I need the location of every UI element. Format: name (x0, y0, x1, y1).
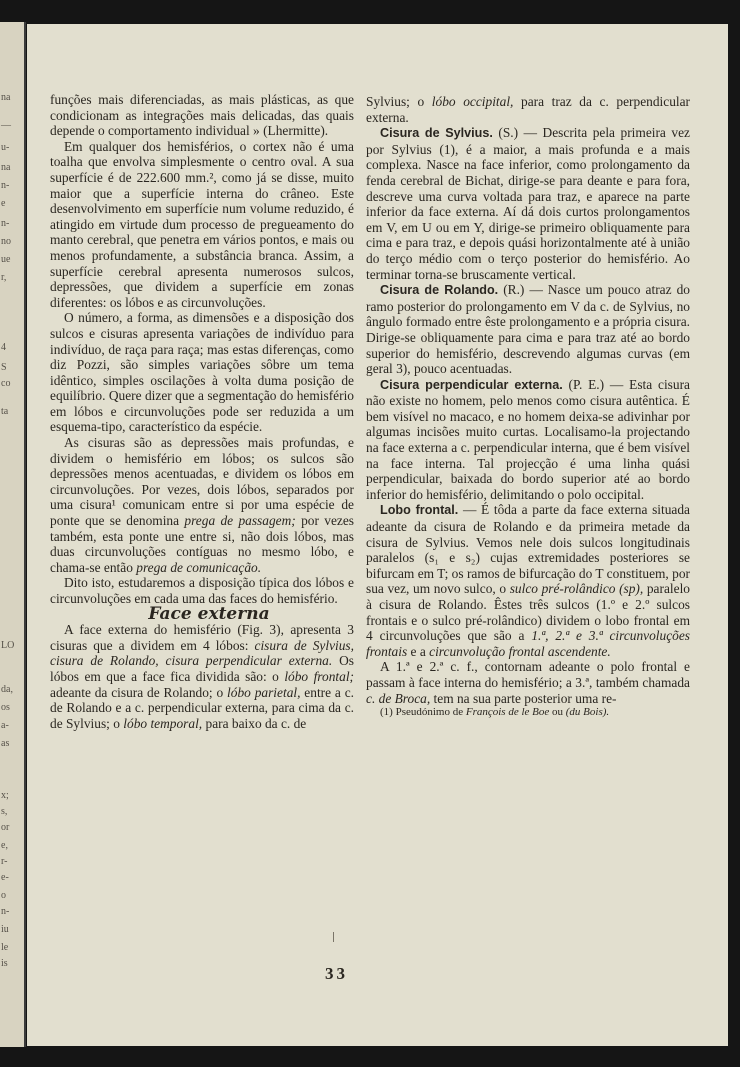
prev-page-fragment: a- (1, 720, 9, 731)
sylvius-heading: Cisura de Sylvius. (380, 126, 493, 141)
prev-page-fragment: x; (1, 790, 9, 801)
margin-mark (333, 932, 334, 942)
paragraph: Cisura de Sylvius. (S.) — Descrita pela primeira vez por Sylvius (1), é a maior, a mais profunda e a mais complexa. Nasce na face inferior, como prolongamento da fenda cerebral de Bichat, dirige-se para deante e para fora, descreve uma curva voltada para traz, e aparece na parte inferior da face externa. Aí dá dois curtos prolongamentos em V, em U ou em Y, dirige-se primeiro obliquamente para cima e para traz, e depois quási horizontalmente até à união do terço médio com o terço posterior do hemisfério. Ao terminar torna-se bruscamente vertical. (366, 125, 690, 282)
prev-page-fragment: os (1, 702, 10, 713)
paragraph: Dito isto, estudaremos a disposição típica dos lóbos e circunvoluções em cada uma das faces do hemisfério. (50, 575, 354, 606)
paragraph: Cisura perpendicular externa. (P. E.) — Esta cisura não existe no homem, pelo menos como cisura autêntica. É bem visível no macaco, e no homem deixa-se adivinhar por algumas incisões muito curtas. Localisamo-la projectando na face externa a c. perpendicular interna, que é bem visível na face interna. Tal projecção é uma linha quási perpendicular, baixada do bordo superior até ao bordo inferior do hemisfério, delimitando o polo occipital. (366, 376, 690, 502)
prev-page-fragment: r- (1, 856, 8, 867)
prev-page-fragment: n- (1, 180, 10, 191)
prev-page-fragment: co (1, 378, 11, 389)
page-number: 33 (325, 964, 348, 983)
paragraph: Cisura de Rolando. (R.) — Nasce um pouco atraz do ramo posterior do prolongamento em V da c. de Sylvius, no ângulo formado entre êste prolongamento e a própria cisura. Dirige-se obliquamente para cima e para traz até ao bordo superior do hemisfério, descrevendo algumas curvas (em geral 3), pouco acentuadas. (366, 282, 690, 377)
prev-page-fragment: u- (1, 142, 10, 153)
prev-page-fragment: da, (1, 684, 13, 695)
frontal-heading: Lobo frontal. (380, 503, 459, 518)
paragraph: A 1.ª e 2.ª c. f., contornam adeante o polo frontal e passam à face interna do hemisfério; a 3.ª, também chamada c. de Broca, tem na sua parte posterior uma re- (366, 659, 690, 706)
prev-page-fragment: 4 (1, 342, 6, 353)
prev-page-fragment: is (1, 958, 8, 969)
prev-page-fragment: na (1, 92, 11, 103)
paragraph: funções mais diferenciadas, as mais plásticas, as que condicionam as integrações mais delicadas, das quais depende o comportamento individual » (Lhermitte). (50, 92, 354, 139)
footnote: (1) Pseudónimo de François de le Boe ou (du Bois). (380, 706, 610, 719)
prev-page-fragment: n- (1, 218, 10, 229)
prev-page-fragment: n- (1, 906, 10, 917)
prev-page-fragment: or (1, 822, 10, 833)
prev-page-fragment: ta (1, 406, 9, 417)
prev-page-fragment: r, (1, 272, 7, 283)
rolando-heading: Cisura de Rolando. (380, 283, 499, 298)
prev-page-fragment: s, (1, 806, 8, 817)
prev-page-fragment: na (1, 162, 11, 173)
section-heading: Face externa (148, 603, 270, 624)
prev-page-fragment: le (1, 942, 9, 953)
right-column (366, 94, 690, 719)
paragraph: O número, a forma, as dimensões e a disposição dos sulcos e cisuras apresenta variações de indivíduo para indivíduo, de raça para raça; mas estas diferenças, como diz Pozzi, são simples variações sôbre um tema idêntico, simples oscilações à volta duma posição de equilíbrio. Quere dizer que a segmentação do hemisfério em lóbos e circunvoluções pode ser reduzida a um esquema-tipo, característico da espécie. (50, 310, 354, 435)
prev-page-fragment: S (1, 362, 7, 373)
prev-page-fragment: no (1, 236, 11, 247)
prev-page-fragment: ue (1, 254, 11, 265)
paragraph: A face externa do hemisfério (Fig. 3), apresenta 3 cisuras que a dividem em 4 lóbos: cisura de Sylvius, cisura de Rolando, cisura perpendicular externa. Os lóbos em que a face fica dividida são: o lóbo frontal; adeante da cisura de Rolando; o lóbo parietal, entre a c. de Rolando e a c. perpendicular externa, para cima da c. de Sylvius; o lóbo temporal, para baixo da c. de (50, 622, 355, 731)
prev-page-fragment: as (1, 738, 10, 749)
prev-page-fragment: e, (1, 840, 8, 851)
left-column (50, 92, 354, 731)
prev-page-fragment: — (1, 120, 11, 131)
prev-page-fragment: iu (1, 924, 9, 935)
prev-page-fragment: LO (1, 640, 15, 651)
previous-page-edge (0, 22, 26, 1047)
prev-page-fragment: e (1, 198, 6, 209)
prev-page-fragment: o (1, 890, 6, 901)
perpendicular-heading: Cisura perpendicular externa. (380, 377, 563, 392)
paragraph: Lobo frontal. — É tôda a parte da face externa situada adeante da cisura de Rolando e da primeira metade da cisura de Sylvius. Vemos nele dois sulcos longitudinais paralelos (s₁ e s₂) cujas extremidades posteriores se bifurcam em T; os ramos de bifurcação do T constituem, por sua vez, um novo sulco, o sulco pré-rolândico (sp), paralelo à cisura de Rolando. Êstes três sulcos (1.º e 2.º sulcos frontais e o sulco pré-rolândico) dividem o lobo frontal em 4 circunvoluções que são a 1.ª, 2.ª e 3.ª circunvoluções frontais e a circunvolução frontal ascendente. (366, 502, 690, 659)
paragraph: As cisuras são as depressões mais profundas, e dividem o hemisfério em lóbos; os sulcos são depressões menos acentuadas, e dividem os lóbos em circunvoluções. Por vezes, dois lóbos, separados por uma cisura¹ comunicam entre si por uma espécie de ponte que se denomina prega de passagem; por vezes também, esta ponte une entre si, não dois lóbos, mas duas circunvoluções contíguas no mesmo lóbo, e chama-se então prega de comunicação. (50, 435, 354, 575)
paragraph: Sylvius; o lóbo occipital, para traz da c. perpendicular externa. (366, 94, 691, 125)
book-page (27, 24, 728, 1046)
prev-page-fragment: e- (1, 872, 9, 883)
paragraph: Em qualquer dos hemisférios, o cortex não é uma toalha que envolva simplesmente o centro oval. A sua superfície é de 222.600 mm.², como já se disse, muito maior que a superfície interna do crâneo. Este desenvolvimento em superfície num volume reduzido, é atingido em virtude dum processo de pregueamento do manto cerebral, que penetra em vários pontos, e mais ou menos profundamente, a substância branca. Assim, a superfície cerebral apresenta numerosos sulcos, depressões, que dividem a superfície em zonas diferentes: os lóbos e as circunvoluções. (50, 138, 354, 310)
